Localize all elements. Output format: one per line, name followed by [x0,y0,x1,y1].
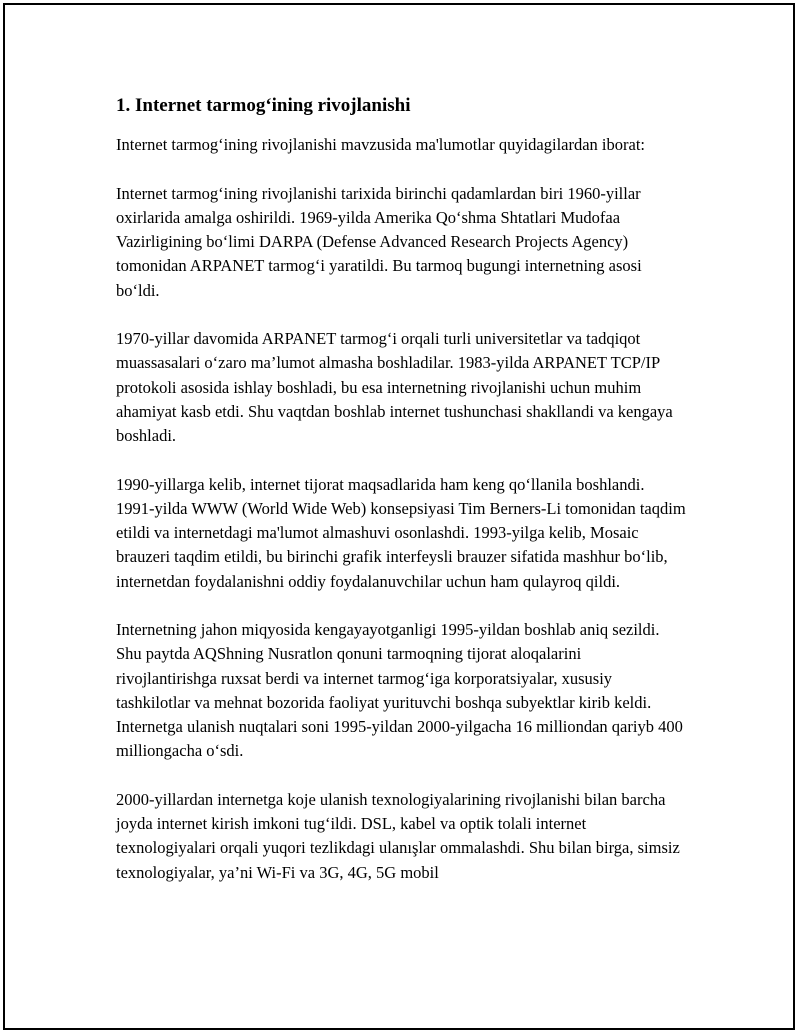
paragraph-intro: Internet tarmog‘ining rivojlanishi mavzusida ma'lumotlar quyidagilardan iborat: [116,135,645,154]
paragraph-1970s: 1970-yillar davomida ARPANET tarmog‘i orqali turli universitetlar va tadqiqot muassasalari o‘zaro ma’lumot almasha boshladilar. 1983-yilda ARPANET TCP/IP protokoli asosida ishlay boshladi, bu esa internetning rivojlanishi uchun muhim ahamiyat kasb etdi. Shu vaqtdan boshlab internet tushunchasi shakllandi va kengaya boshladi. [116,329,673,446]
paragraph-1995: Internetning jahon miqyosida kengayayotganligi 1995-yildan boshlab aniq sezildi. Shu paytda AQShning Nusratlon qonuni tarmoqning tijorat aloqalarini rivojlantirishga ruxsat berdi va internet tarmog‘iga korporatsiyalar, xususiy tashkilotlar va mehnat bozorida faoliyat yurituvchi boshqa subyektlar kirib keldi. Internetga ulanish nuqtalari soni 1995-yildan 2000-yilgacha 16 milliondan qariyb 400 milliongacha o‘sdi. [116,620,683,761]
paragraph-1960s: Internet tarmog‘ining rivojlanishi tarixida birinchi qadamlardan biri 1960-yillar oxirlarida amalga oshirildi. 1969-yilda Amerika Qo‘shma Shtatlari Mudofaa Vazirligining bo‘limi DARPA (Defense Advanced Research Projects Agency) tomonidan ARPANET tarmog‘i yaratildi. Bu tarmoq bugungi internetning asosi bo‘ldi. [116,183,642,300]
paragraph-2000s: 2000-yillardan internetga koje ulanish texnologiyalarining rivojlanishi bilan barcha joyda internet kirish imkoni tug‘ildi. DSL, kabel va optik tolali internet texnologiyalari orqali yuqori tezlikdagi ulanışlar ommalashdi. Shu bilan birga, simsiz texnologiyalar, ya’ni Wi-Fi va 3G, 4G, 5G mobil [116,789,680,882]
paragraph-1990s: 1990-yillarga kelib, internet tijorat maqsadlarida ham keng qo‘llanila boshlandi. 1991-yilda WWW (World Wide Web) konsepsiyasi Tim Berners-Li tomonidan taqdim etildi va internetdagi ma'lumot almashuvi osonlashdi. 1993-yilga kelib, Mosaic brauzeri taqdim etildi, bu birinchi grafik interfeysli brauzer sifatida mashhur bo‘lib, internetdan foydalanishni oddiy foydalanuvchilar uchun ham qulayroq qildi. [116,474,686,591]
section-heading: 1. Internet tarmog‘ining rivojlanishi [116,95,411,116]
document-body [116,93,686,909]
